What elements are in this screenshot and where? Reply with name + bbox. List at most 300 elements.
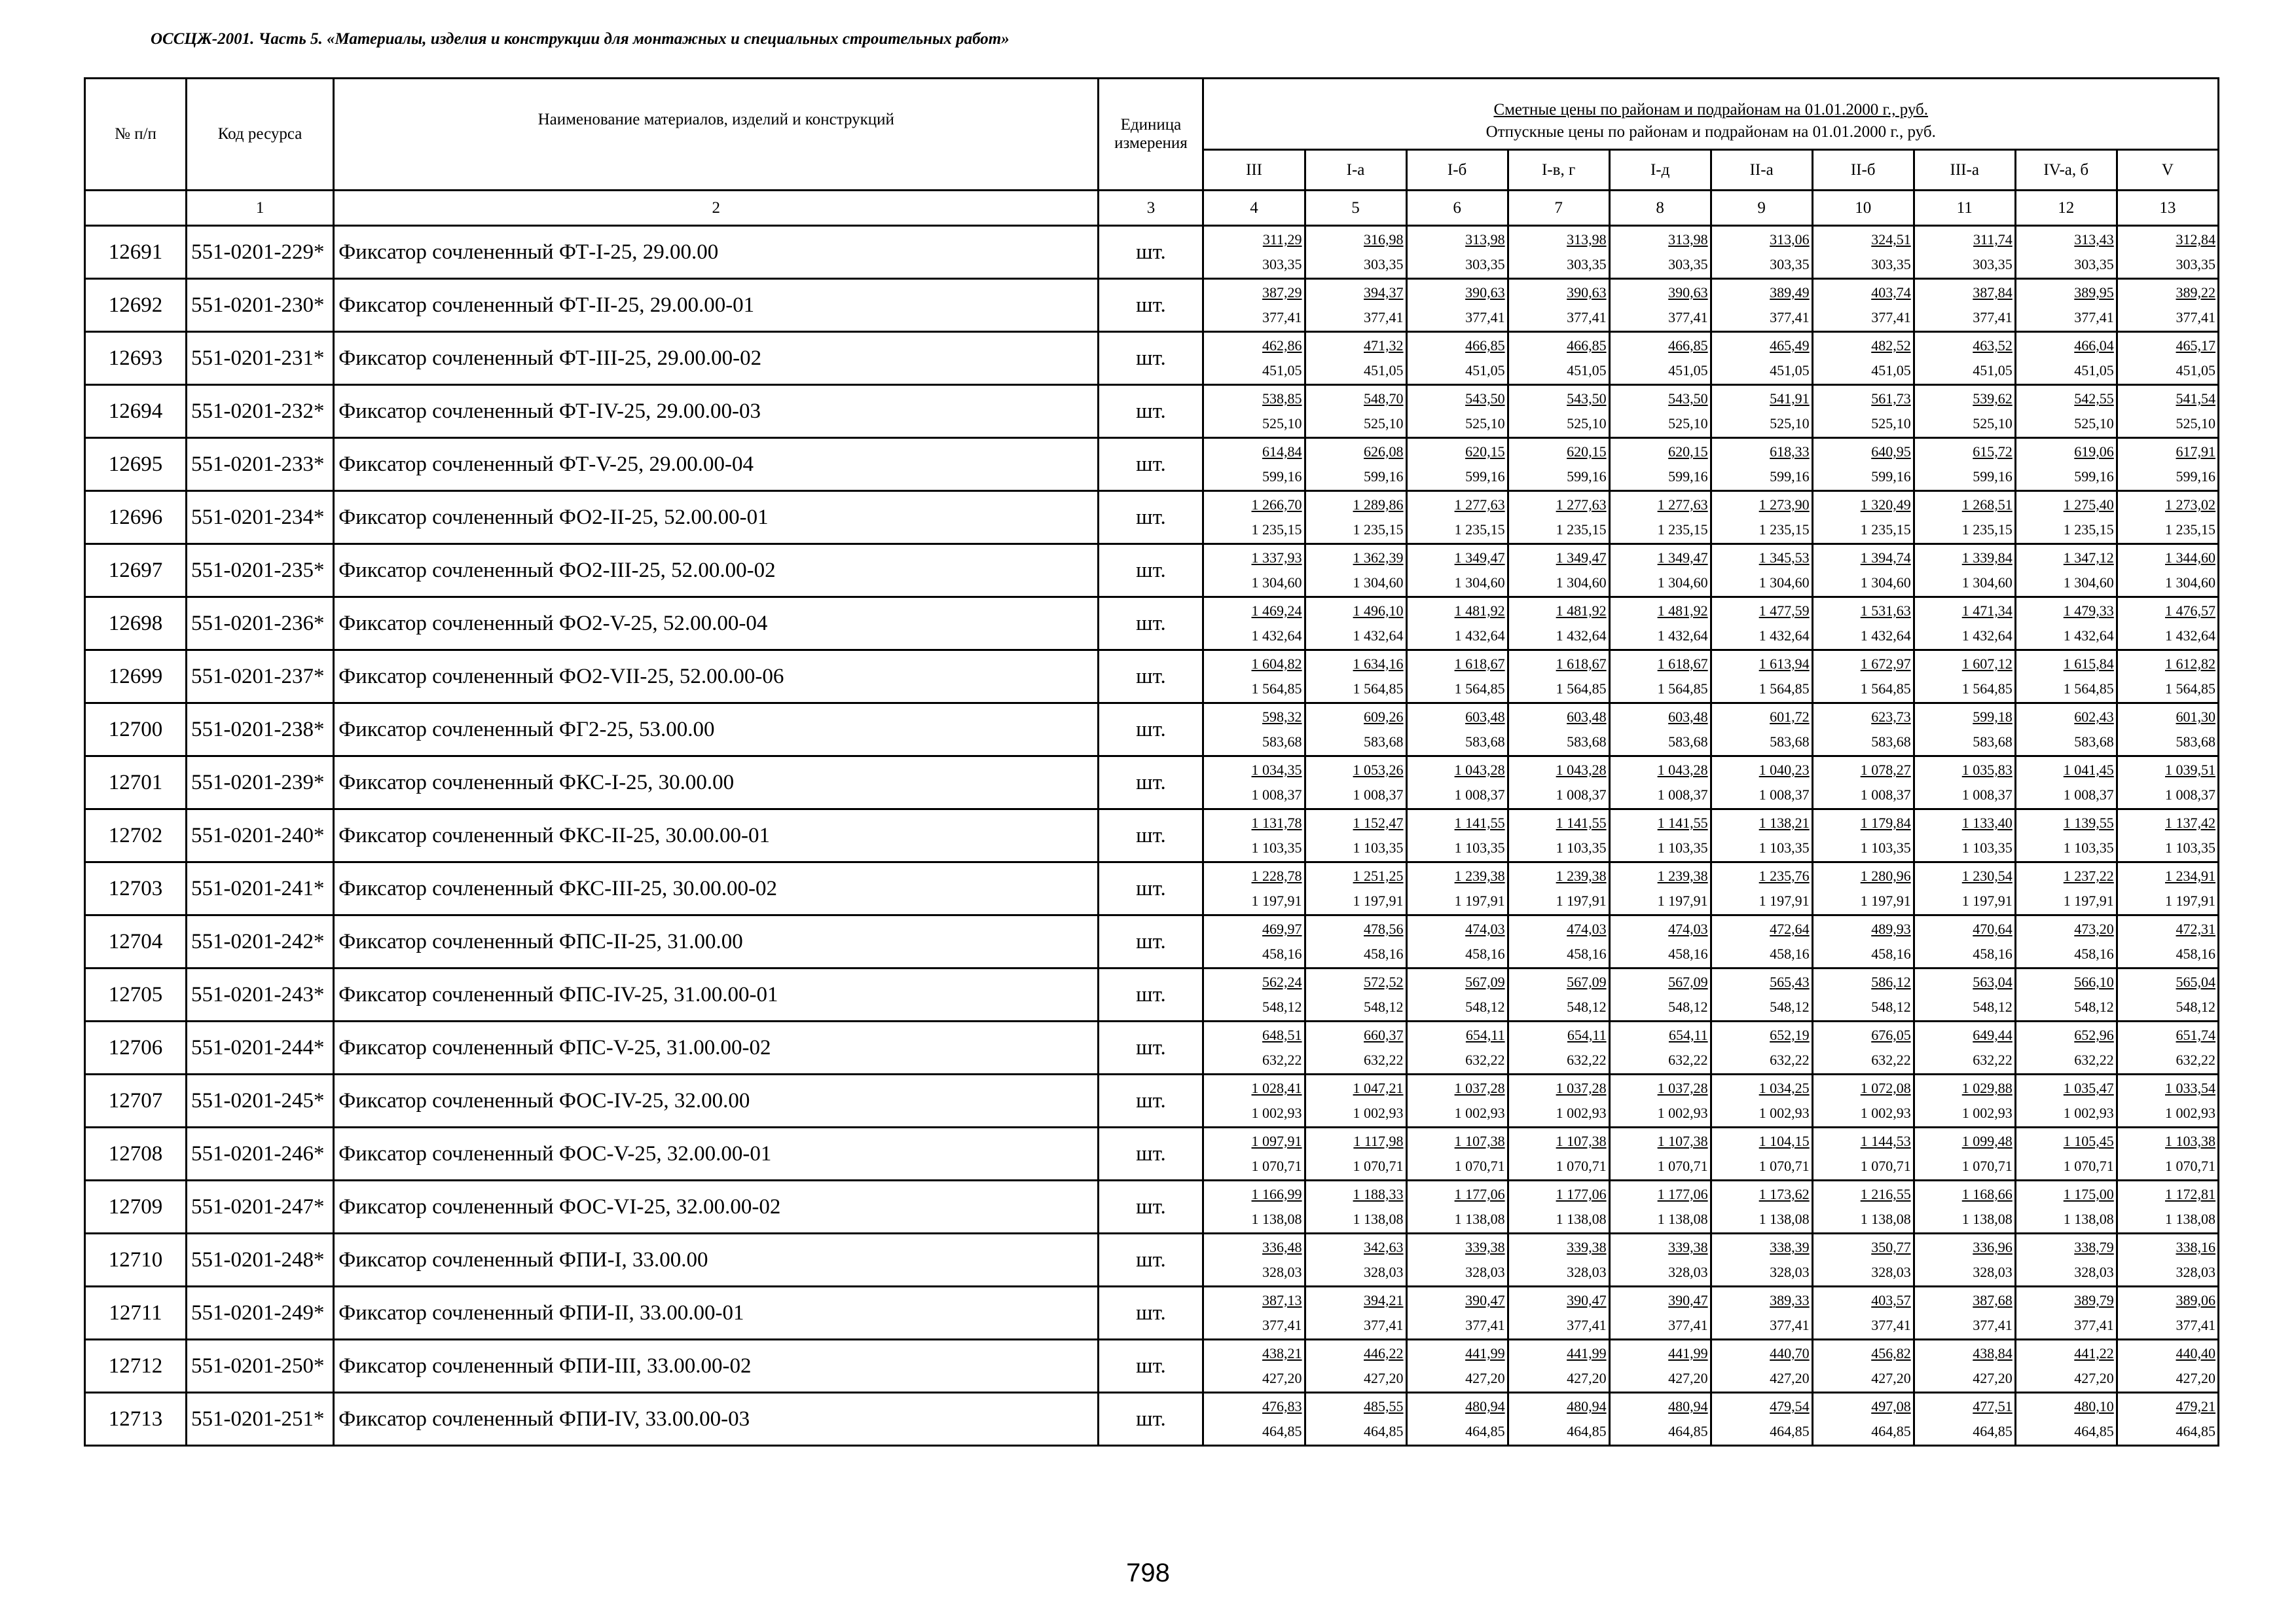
release-price: 303,35 [1668, 256, 1708, 272]
release-price: 464,85 [1973, 1423, 2013, 1439]
release-price: 599,16 [1364, 468, 1404, 485]
price-cell [1914, 1075, 2015, 1128]
release-price: 427,20 [1973, 1370, 2013, 1386]
estimated-price: 313,98 [1465, 231, 1505, 248]
estimated-price: 440,70 [1770, 1345, 1810, 1361]
release-price: 377,41 [2176, 309, 2215, 325]
release-price: 427,20 [2176, 1370, 2215, 1386]
release-price: 1 197,91 [2165, 893, 2215, 909]
table-row [85, 544, 2219, 597]
estimated-price: 389,49 [1770, 284, 1810, 301]
release-price: 1 008,37 [1454, 786, 1505, 803]
price-cell [2015, 491, 2117, 544]
release-price: 451,05 [1465, 362, 1505, 378]
price-cell [1914, 544, 2015, 597]
price-cell [1711, 1181, 1812, 1234]
price-cell [1914, 809, 2015, 862]
price-cell [1711, 1287, 1812, 1340]
release-price: 1 235,15 [2165, 521, 2215, 538]
price-cell [1305, 1022, 1406, 1075]
estimated-price: 465,17 [2176, 337, 2215, 354]
price-cell [1305, 544, 1406, 597]
release-price: 1 070,71 [2063, 1158, 2114, 1174]
price-cell [1609, 1128, 1711, 1181]
price-cell [1203, 385, 1305, 438]
estimated-price: 387,84 [1973, 284, 2013, 301]
estimated-price: 339,38 [1668, 1239, 1708, 1255]
price-cell [1812, 756, 1914, 809]
price-cell [1508, 1234, 1609, 1287]
material-name: Фиксатор сочлененный ФО2-II-25, 52.00.00-01 [334, 491, 1099, 544]
release-price: 377,41 [1465, 1317, 1505, 1333]
header-num: № п/п [85, 79, 187, 191]
price-cell [1711, 1393, 1812, 1446]
estimated-price: 548,70 [1364, 390, 1404, 407]
price-cell [1711, 491, 1812, 544]
price-cell [1305, 1075, 1406, 1128]
resource-code: 551-0201-247* [187, 1181, 334, 1234]
price-cell [1914, 597, 2015, 650]
release-price: 1 008,37 [2165, 786, 2215, 803]
estimated-price: 316,98 [1364, 231, 1404, 248]
release-price: 1 564,85 [1657, 680, 1708, 697]
price-cell [1914, 969, 2015, 1022]
release-price: 427,20 [1567, 1370, 1607, 1386]
material-name: Фиксатор сочлененный ФПС-V-25, 31.00.00-02 [334, 1022, 1099, 1075]
estimated-price: 473,20 [2074, 921, 2114, 937]
estimated-price: 313,43 [2074, 231, 2114, 248]
region-header: IV-а, б [2015, 150, 2117, 191]
release-price: 303,35 [1973, 256, 2013, 272]
material-name: Фиксатор сочлененный ФПС-II-25, 31.00.00 [334, 915, 1099, 969]
estimated-price: 1 137,42 [2165, 815, 2215, 831]
estimated-price: 1 349,47 [1657, 549, 1708, 566]
release-price: 1 304,60 [1353, 574, 1404, 591]
price-cell [1914, 1234, 2015, 1287]
estimated-price: 618,33 [1770, 443, 1810, 460]
index-header-row [85, 191, 2219, 226]
price-cell [1305, 226, 1406, 279]
release-price: 599,16 [1465, 468, 1505, 485]
release-price: 464,85 [2176, 1423, 2215, 1439]
release-price: 1 002,93 [1961, 1105, 2013, 1121]
release-price: 328,03 [1770, 1264, 1810, 1280]
estimated-price: 563,04 [1973, 974, 2013, 990]
price-cell [1609, 279, 1711, 332]
estimated-price: 541,54 [2176, 390, 2215, 407]
resource-code: 551-0201-236* [187, 597, 334, 650]
release-price: 328,03 [1668, 1264, 1708, 1280]
price-cell [1508, 544, 1609, 597]
region-header: V [2117, 150, 2218, 191]
release-price: 1 564,85 [1556, 680, 1607, 697]
page-number: 798 [1126, 1559, 1170, 1587]
estimated-price: 1 072,08 [1860, 1080, 1911, 1096]
release-price: 1 138,08 [2165, 1211, 2215, 1227]
estimated-price: 619,06 [2074, 443, 2114, 460]
estimated-price: 1 035,83 [1961, 762, 2013, 778]
price-cell [1812, 279, 1914, 332]
material-name: Фиксатор сочлененный ФО2-III-25, 52.00.00-02 [334, 544, 1099, 597]
price-cell [1711, 332, 1812, 385]
estimated-price: 561,73 [1871, 390, 1911, 407]
estimated-price: 387,13 [1262, 1292, 1302, 1308]
row-number: 12707 [85, 1075, 187, 1128]
estimated-price: 1 037,28 [1657, 1080, 1708, 1096]
price-cell [1914, 862, 2015, 915]
price-cell [1508, 597, 1609, 650]
price-cell [1609, 1393, 1711, 1446]
release-price: 548,12 [1973, 999, 2013, 1015]
release-price: 525,10 [1465, 415, 1505, 432]
estimated-price: 543,50 [1567, 390, 1607, 407]
row-number: 12711 [85, 1287, 187, 1340]
estimated-price: 620,15 [1567, 443, 1607, 460]
estimated-price: 1 179,84 [1860, 815, 1911, 831]
release-price: 1 432,64 [1758, 627, 1810, 644]
estimated-price: 1 107,38 [1657, 1133, 1708, 1149]
release-price: 458,16 [1871, 946, 1911, 962]
price-cell [1203, 862, 1305, 915]
resource-code: 551-0201-230* [187, 279, 334, 332]
unit: шт. [1099, 1287, 1203, 1340]
estimated-price: 1 133,40 [1961, 815, 2013, 831]
estimated-price: 477,51 [1973, 1398, 2013, 1414]
release-price: 458,16 [1364, 946, 1404, 962]
price-cell [1406, 1340, 1508, 1393]
row-number: 12694 [85, 385, 187, 438]
estimated-price: 336,48 [1262, 1239, 1302, 1255]
estimated-price: 438,21 [1262, 1345, 1302, 1361]
price-cell [1508, 756, 1609, 809]
price-cell [1508, 226, 1609, 279]
price-cell [1305, 279, 1406, 332]
header-name: Наименование материалов, изделий и конструкций [334, 79, 1099, 191]
price-cell [1406, 544, 1508, 597]
price-cell [2117, 1075, 2218, 1128]
price-cell [1812, 385, 1914, 438]
price-cell [1406, 1181, 1508, 1234]
unit: шт. [1099, 862, 1203, 915]
estimated-price: 539,62 [1973, 390, 2013, 407]
release-price: 1 432,64 [1657, 627, 1708, 644]
release-price: 377,41 [1770, 309, 1810, 325]
material-name: Фиксатор сочлененный ФОС-V-25, 32.00.00-01 [334, 1128, 1099, 1181]
release-price: 1 235,15 [1758, 521, 1810, 538]
release-price: 632,22 [2176, 1052, 2215, 1068]
price-cell [2117, 1022, 2218, 1075]
price-cell [1305, 1340, 1406, 1393]
release-price: 303,35 [2176, 256, 2215, 272]
price-cell [1406, 438, 1508, 491]
release-price: 464,85 [1871, 1423, 1911, 1439]
estimated-price: 543,50 [1465, 390, 1505, 407]
price-cell [1508, 862, 1609, 915]
price-cell [1203, 1022, 1305, 1075]
material-name: Фиксатор сочлененный ФОС-VI-25, 32.00.00-02 [334, 1181, 1099, 1234]
release-price: 1 008,37 [1657, 786, 1708, 803]
release-price: 1 002,93 [1556, 1105, 1607, 1121]
price-cell [2015, 1393, 2117, 1446]
release-price: 599,16 [1567, 468, 1607, 485]
price-cell [1305, 438, 1406, 491]
estimated-price: 441,99 [1567, 1345, 1607, 1361]
price-cell [1914, 226, 2015, 279]
estimated-price: 1 477,59 [1758, 602, 1810, 619]
estimated-price: 1 349,47 [1556, 549, 1607, 566]
row-number: 12691 [85, 226, 187, 279]
estimated-price: 603,48 [1567, 709, 1607, 725]
release-price: 525,10 [1973, 415, 2013, 432]
release-price: 1 304,60 [1860, 574, 1911, 591]
price-cell [2117, 332, 2218, 385]
release-price: 1 197,91 [1556, 893, 1607, 909]
release-price: 1 138,08 [1454, 1211, 1505, 1227]
price-cell [1812, 969, 1914, 1022]
column-index: 8 [1609, 191, 1711, 226]
material-name: Фиксатор сочлененный ФГ2-25, 53.00.00 [334, 703, 1099, 756]
release-price: 1 564,85 [2165, 680, 2215, 697]
table-row [85, 279, 2219, 332]
price-cell [1406, 969, 1508, 1022]
price-cell [1203, 1287, 1305, 1340]
release-price: 1 235,15 [1961, 521, 2013, 538]
estimated-price: 652,96 [2074, 1027, 2114, 1043]
release-price: 1 197,91 [1251, 893, 1302, 909]
price-cell [1305, 703, 1406, 756]
release-price: 632,22 [1262, 1052, 1302, 1068]
estimated-price: 1 029,88 [1961, 1080, 2013, 1096]
price-cell [2117, 438, 2218, 491]
table-row [85, 1128, 2219, 1181]
estimated-price: 1 053,26 [1353, 762, 1404, 778]
estimated-price: 1 041,45 [2063, 762, 2114, 778]
estimated-price: 1 471,34 [1961, 602, 2013, 619]
price-cell [1812, 1234, 1914, 1287]
price-cell [1711, 862, 1812, 915]
estimated-price: 1 034,35 [1251, 762, 1302, 778]
estimated-price: 1 469,24 [1251, 602, 1302, 619]
release-price: 1 235,15 [1657, 521, 1708, 538]
header-prices-estimated: Сметные цены по районам и подрайонам на 01.01.2000 г., руб. [1493, 101, 1929, 119]
price-cell [1812, 544, 1914, 597]
estimated-price: 1 344,60 [2165, 549, 2215, 566]
estimated-price: 652,19 [1770, 1027, 1810, 1043]
table-row [85, 703, 2219, 756]
estimated-price: 651,74 [2176, 1027, 2215, 1043]
release-price: 1 235,15 [1860, 521, 1911, 538]
price-cell [2117, 1340, 2218, 1393]
release-price: 1 008,37 [1961, 786, 2013, 803]
release-price: 1 304,60 [1657, 574, 1708, 591]
release-price: 458,16 [1973, 946, 2013, 962]
release-price: 1 197,91 [1454, 893, 1505, 909]
estimated-price: 324,51 [1871, 231, 1911, 248]
price-cell [1406, 809, 1508, 862]
estimated-price: 1 078,27 [1860, 762, 1911, 778]
price-cell [1812, 1340, 1914, 1393]
column-index: 5 [1305, 191, 1406, 226]
price-cell [1203, 1393, 1305, 1446]
release-price: 303,35 [1364, 256, 1404, 272]
estimated-price: 615,72 [1973, 443, 2013, 460]
estimated-price: 1 107,38 [1556, 1133, 1607, 1149]
unit: шт. [1099, 1128, 1203, 1181]
estimated-price: 1 345,53 [1758, 549, 1810, 566]
release-price: 599,16 [1668, 468, 1708, 485]
estimated-price: 1 496,10 [1353, 602, 1404, 619]
estimated-price: 390,47 [1668, 1292, 1708, 1308]
estimated-price: 620,15 [1465, 443, 1505, 460]
price-cell [2015, 438, 2117, 491]
estimated-price: 1 043,28 [1556, 762, 1607, 778]
estimated-price: 1 177,06 [1454, 1186, 1505, 1202]
price-cell [1812, 650, 1914, 703]
release-price: 458,16 [1668, 946, 1708, 962]
release-price: 1 103,35 [1556, 840, 1607, 856]
release-price: 1 103,35 [1657, 840, 1708, 856]
resource-code: 551-0201-239* [187, 756, 334, 809]
price-cell [1609, 650, 1711, 703]
price-cell [1305, 1287, 1406, 1340]
price-cell [1609, 226, 1711, 279]
estimated-price: 1 103,38 [2165, 1133, 2215, 1149]
price-cell [1508, 438, 1609, 491]
estimated-price: 1 615,84 [2063, 655, 2114, 672]
price-cell [1609, 332, 1711, 385]
estimated-price: 446,22 [1364, 1345, 1404, 1361]
release-price: 458,16 [2176, 946, 2215, 962]
release-price: 1 070,71 [1454, 1158, 1505, 1174]
estimated-price: 565,04 [2176, 974, 2215, 990]
price-cell [1508, 385, 1609, 438]
price-cell [1508, 1128, 1609, 1181]
estimated-price: 441,99 [1465, 1345, 1505, 1361]
table-row [85, 809, 2219, 862]
estimated-price: 403,57 [1871, 1292, 1911, 1308]
release-price: 1 138,08 [1556, 1211, 1607, 1227]
estimated-price: 1 273,90 [1758, 496, 1810, 513]
material-name: Фиксатор сочлененный ФТ-I-25, 29.00.00 [334, 226, 1099, 279]
release-price: 1 103,35 [1353, 840, 1404, 856]
column-index: 1 [187, 191, 334, 226]
release-price: 1 002,93 [2063, 1105, 2114, 1121]
estimated-price: 387,68 [1973, 1292, 2013, 1308]
estimated-price: 1 337,93 [1251, 549, 1302, 566]
estimated-price: 390,63 [1668, 284, 1708, 301]
unit: шт. [1099, 809, 1203, 862]
price-cell [2015, 597, 2117, 650]
release-price: 1 002,93 [1657, 1105, 1708, 1121]
release-price: 377,41 [1567, 1317, 1607, 1333]
release-price: 377,41 [2176, 1317, 2215, 1333]
column-index: 2 [334, 191, 1099, 226]
row-number: 12703 [85, 862, 187, 915]
estimated-price: 338,39 [1770, 1239, 1810, 1255]
estimated-price: 1 347,12 [2063, 549, 2114, 566]
estimated-price: 1 099,48 [1961, 1133, 2013, 1149]
estimated-price: 1 273,02 [2165, 496, 2215, 513]
release-price: 632,22 [1770, 1052, 1810, 1068]
estimated-price: 1 177,06 [1657, 1186, 1708, 1202]
release-price: 583,68 [1567, 733, 1607, 750]
estimated-price: 676,05 [1871, 1027, 1911, 1043]
price-cell [1508, 1181, 1609, 1234]
price-cell [1711, 969, 1812, 1022]
release-price: 1 304,60 [1454, 574, 1505, 591]
price-cell [2015, 756, 2117, 809]
price-cell [2015, 703, 2117, 756]
release-price: 451,05 [1262, 362, 1302, 378]
estimated-price: 1 237,22 [2063, 868, 2114, 884]
estimated-price: 626,08 [1364, 443, 1404, 460]
table-row [85, 226, 2219, 279]
price-cell [2015, 332, 2117, 385]
release-price: 1 197,91 [1353, 893, 1404, 909]
estimated-price: 1 280,96 [1860, 868, 1911, 884]
material-name: Фиксатор сочлененный ФТ-III-25, 29.00.00-02 [334, 332, 1099, 385]
estimated-price: 394,37 [1364, 284, 1404, 301]
price-cell [1711, 438, 1812, 491]
price-cell [2117, 650, 2218, 703]
estimated-price: 1 618,67 [1657, 655, 1708, 672]
price-cell [1406, 1075, 1508, 1128]
column-index: 4 [1203, 191, 1305, 226]
price-cell [1203, 226, 1305, 279]
estimated-price: 387,29 [1262, 284, 1302, 301]
release-price: 1 432,64 [1251, 627, 1302, 644]
release-price: 1 002,93 [1454, 1105, 1505, 1121]
release-price: 1 564,85 [1758, 680, 1810, 697]
estimated-price: 1 040,23 [1758, 762, 1810, 778]
price-cell [1203, 1234, 1305, 1287]
resource-code: 551-0201-238* [187, 703, 334, 756]
release-price: 1 008,37 [1251, 786, 1302, 803]
release-price: 599,16 [1871, 468, 1911, 485]
estimated-price: 648,51 [1262, 1027, 1302, 1043]
price-cell [2117, 385, 2218, 438]
release-price: 1 235,15 [1353, 521, 1404, 538]
price-cell [1203, 597, 1305, 650]
release-price: 303,35 [1871, 256, 1911, 272]
release-price: 328,03 [1262, 1264, 1302, 1280]
price-table [84, 77, 2219, 1447]
price-cell [1914, 1287, 2015, 1340]
price-cell [1305, 969, 1406, 1022]
price-cell [1508, 703, 1609, 756]
price-cell [1406, 915, 1508, 969]
table-row [85, 1340, 2219, 1393]
estimated-price: 599,18 [1973, 709, 2013, 725]
price-cell [1305, 1234, 1406, 1287]
estimated-price: 1 672,97 [1860, 655, 1911, 672]
release-price: 548,12 [2176, 999, 2215, 1015]
price-cell [2117, 544, 2218, 597]
price-cell [1305, 809, 1406, 862]
price-cell [1609, 1075, 1711, 1128]
estimated-price: 336,96 [1973, 1239, 2013, 1255]
price-cell [2117, 862, 2218, 915]
table-row [85, 969, 2219, 1022]
row-number: 12696 [85, 491, 187, 544]
release-price: 1 002,93 [1353, 1105, 1404, 1121]
estimated-price: 350,77 [1871, 1239, 1911, 1255]
release-price: 464,85 [1364, 1423, 1404, 1439]
price-cell [1508, 969, 1609, 1022]
price-cell [1711, 1075, 1812, 1128]
unit: шт. [1099, 597, 1203, 650]
price-cell [2117, 1181, 2218, 1234]
